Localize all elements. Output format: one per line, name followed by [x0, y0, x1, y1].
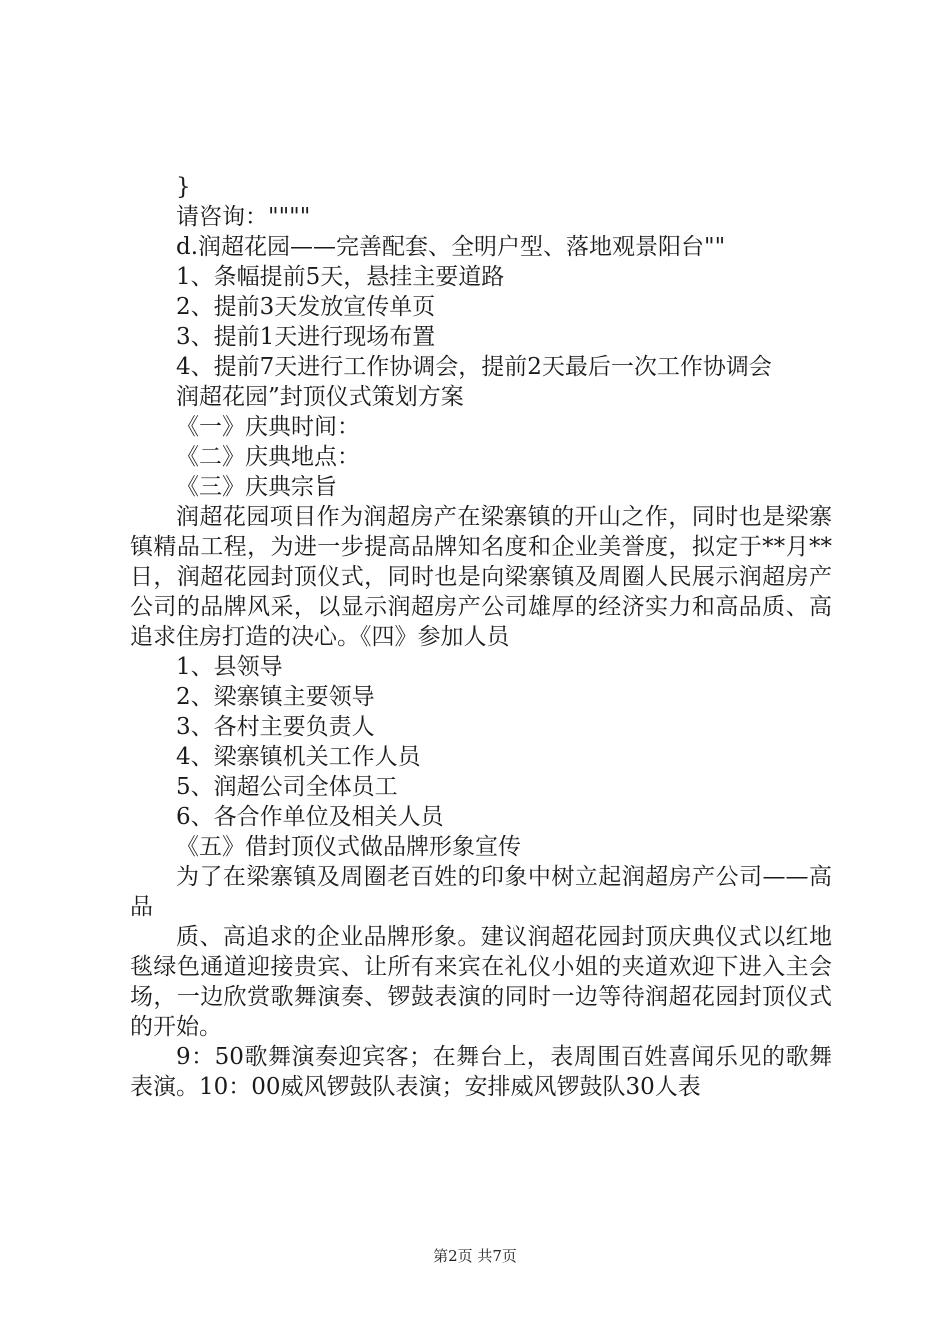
paragraph: 为了在梁寨镇及周圈老百姓的印象中树立起润超房产公司——高品: [130, 864, 832, 920]
slogan-line: d.润超花园——完善配套、全明户型、落地观景阳台"": [176, 234, 726, 260]
consult-line: 请咨询："""": [176, 204, 311, 230]
list-item: 6、各合作单位及相关人员: [176, 804, 444, 830]
list-item: 4、提前7天进行工作协调会，提前2天最后一次工作协调会: [176, 354, 772, 380]
document-body: [130, 172, 832, 1102]
section-heading: 《二》庆典地点：: [176, 444, 360, 470]
section-heading: 《三》庆典宗旨: [176, 474, 337, 500]
list-item: 1、县领导: [176, 654, 283, 680]
paragraph: 9：50歌舞演奏迎宾客；在舞台上，表周围百姓喜闻乐见的歌舞表演。10：00威风锣鼓队表演；安排威风锣鼓队30人表: [130, 1044, 832, 1100]
list-item: 2、梁寨镇主要领导: [176, 684, 375, 710]
list-item: 4、梁寨镇机关工作人员: [176, 744, 421, 770]
paragraph: 质、高追求的企业品牌形象。建议润超花园封顶庆典仪式以红地毯绿色通道迎接贵宾、让所有来宾在礼仪小姐的夹道欢迎下进入主会场，一边欣赏歌舞演奏、锣鼓表演的同时一边等待润超花园封顶仪式的开始。: [130, 924, 832, 1040]
list-item: 3、各村主要负责人: [176, 714, 375, 740]
paragraph: 润超花园项目作为润超房产在梁寨镇的开山之作，同时也是梁寨镇精品工程，为进一步提高品牌知名度和企业美誉度，拟定于**月**日，润超花园封顶仪式，同时也是向梁寨镇及周圈人民展示润超房产公司的品牌风采，以显示润超房产公司雄厚的经济实力和高品质、高追求住房打造的决心。《四》参加人员: [130, 504, 832, 650]
section-title: 润超花园”封顶仪式策划方案: [176, 384, 464, 410]
section-heading: 《一》庆典时间：: [176, 414, 360, 440]
list-item: 3、提前1天进行现场布置: [176, 324, 436, 350]
text-line: }: [176, 174, 191, 200]
page-number: 第2页 共7页: [433, 1247, 517, 1265]
list-item: 1、条幅提前5天，悬挂主要道路: [176, 264, 505, 290]
section-heading: 《五》借封顶仪式做品牌形象宣传: [176, 834, 521, 860]
list-item: 5、润超公司全体员工: [176, 774, 398, 800]
list-item: 2、提前3天发放宣传单页: [176, 294, 436, 320]
